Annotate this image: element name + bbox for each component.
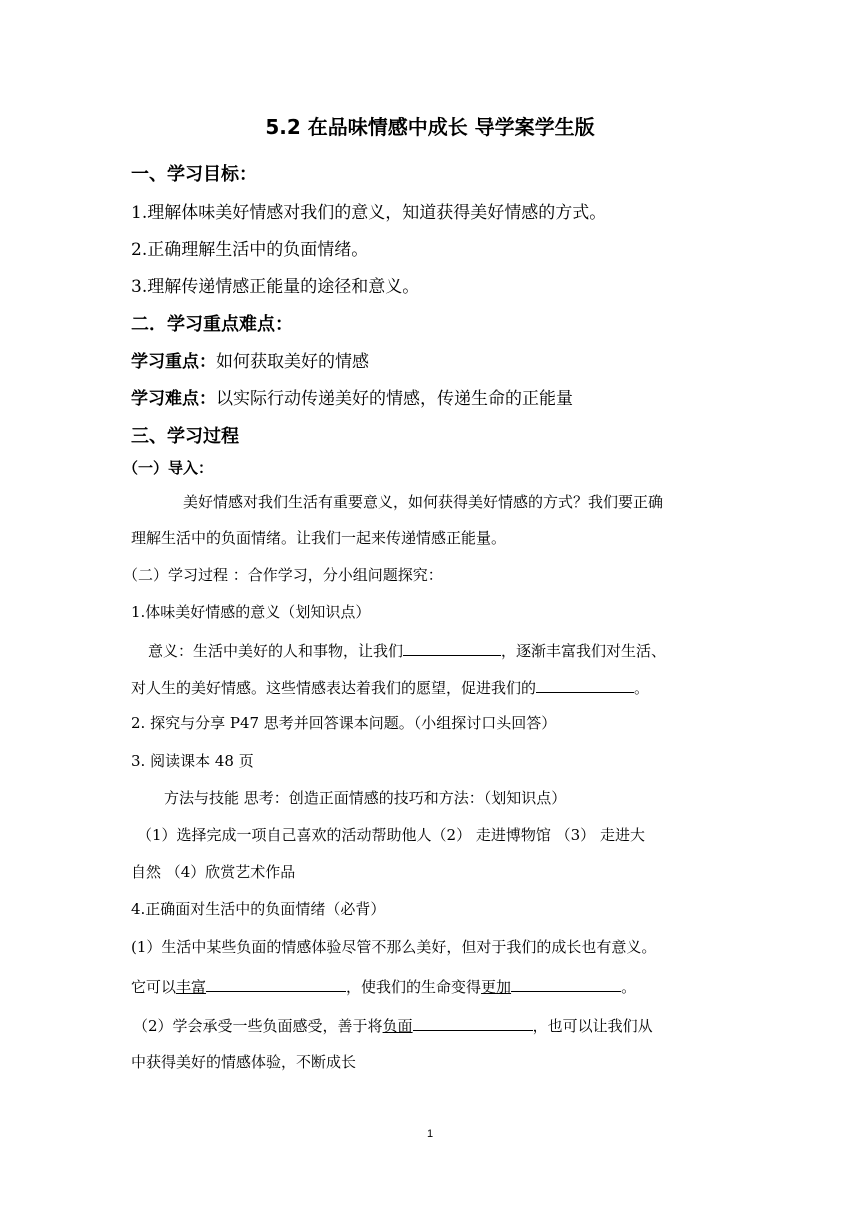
text-segment: （2）学会承受一些负面感受，善于将	[133, 1017, 383, 1035]
fill-blank[interactable]	[403, 637, 501, 656]
question-4-line: 中获得美好的情感体验，不断成长	[131, 1053, 357, 1071]
text-segment: 对人生的美好情感。这些情感表达着我们的愿望，促进我们的	[131, 679, 537, 697]
underlined-answer: 更加	[481, 978, 512, 996]
section-heading-process: 三、学习过程	[131, 426, 239, 447]
intro-heading: （一）导入：	[123, 459, 214, 477]
fill-blank[interactable]	[536, 674, 634, 693]
page-number: 1	[426, 1128, 434, 1140]
text-segment: ，逐渐丰富我们对生活、	[501, 642, 667, 660]
fill-blank[interactable]	[511, 973, 621, 992]
focus-text: 如何获取美好的情感	[216, 352, 369, 372]
question-1-line	[148, 637, 758, 663]
question-2: 2. 探究与分享 P47 思考并回答课本问题。（小组探讨口头回答）	[131, 714, 557, 732]
question-1-heading: 1.体味美好情感的意义（划知识点）	[131, 603, 371, 621]
text-segment: 。	[634, 679, 650, 697]
fill-blank[interactable]	[206, 973, 346, 992]
objective-item: 1.理解体味美好情感对我们的意义，知道获得美好情感的方式。	[131, 203, 607, 223]
question-1-line	[131, 674, 741, 700]
text-segment: 意义：生活中美好的人和事物，让我们	[148, 642, 404, 660]
method-list-line: （1）选择完成一项自己喜欢的活动帮助他人（2） 走进博物馆 （3） 走进大	[137, 826, 645, 844]
underlined-answer: 负面	[382, 1017, 413, 1035]
question-4-line	[133, 1012, 743, 1038]
question-4-line	[131, 973, 741, 999]
intro-paragraph-line: 美好情感对我们生活有重要意义，如何获得美好情感的方式？我们要正确	[183, 493, 664, 511]
method-list-line: 自然 （4）欣赏艺术作品	[131, 863, 296, 881]
focus-line	[131, 350, 741, 374]
section-heading-objectives: 一、学习目标：	[131, 164, 257, 185]
underlined-answer: 丰富	[176, 978, 207, 996]
page-title: 5.2 在品味情感中成长 导学案学生版	[265, 115, 595, 139]
process-heading: （二）学习过程 ：合作学习，分小组问题探究：	[123, 566, 443, 584]
text-segment: ，使我们的生命变得	[346, 978, 482, 996]
difficulty-label: 学习难点：	[131, 389, 216, 409]
difficulty-text: 以实际行动传递美好的情感，传递生命的正能量	[216, 389, 573, 409]
text-segment: 它可以	[131, 978, 177, 996]
question-4-line: (1）生活中某些负面的情感体验尽管不那么美好，但对于我们的成长也有意义。	[131, 938, 657, 956]
objective-item: 3.理解传递情感正能量的途径和意义。	[131, 277, 420, 297]
question-4-heading: 4.正确面对生活中的负面情绪（必背）	[131, 900, 386, 918]
method-skill-line: 方法与技能 思考：创造正面情感的技巧和方法：（划知识点）	[164, 789, 567, 807]
text-segment: 。	[621, 978, 637, 996]
objective-item: 2.正确理解生活中的负面情绪。	[131, 240, 369, 260]
focus-label: 学习重点：	[131, 352, 216, 372]
question-3: 3. 阅读课本 48 页	[131, 752, 254, 770]
difficulty-line	[131, 387, 741, 411]
section-heading-key-points: 二．学习重点难点：	[131, 314, 293, 335]
fill-blank[interactable]	[413, 1012, 533, 1031]
intro-paragraph-line: 理解生活中的负面情绪。让我们一起来传递情感正能量。	[131, 529, 507, 547]
text-segment: ，也可以让我们从	[532, 1017, 653, 1035]
